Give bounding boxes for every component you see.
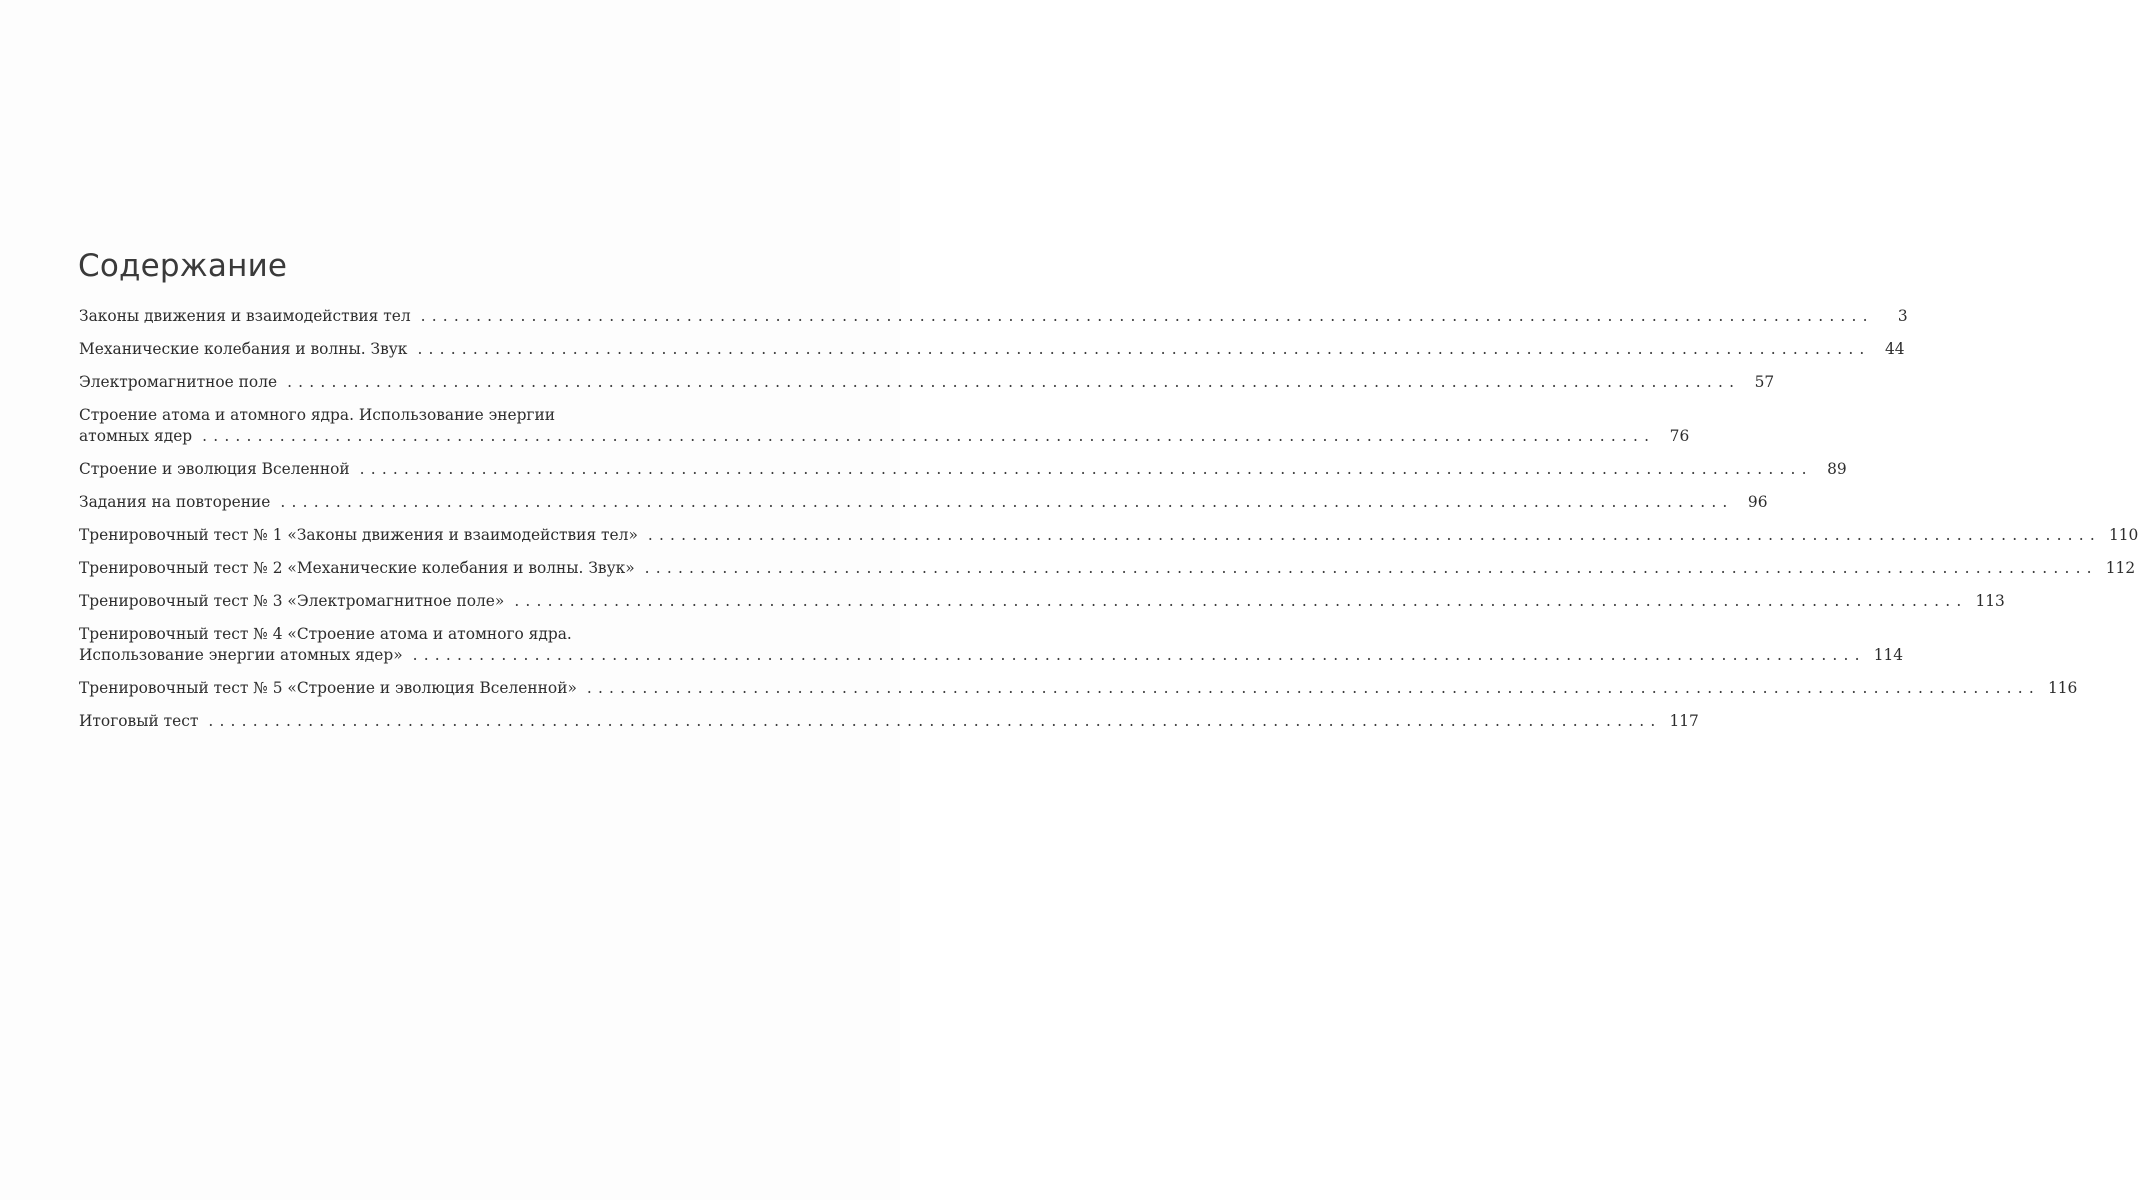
toc-entry-page: 96 <box>1747 493 1768 511</box>
dot-leader: ................................................................................................................................... <box>420 307 1874 325</box>
dot-leader: ................................................................................................................................... <box>359 460 1813 478</box>
toc-entry <box>79 678 2078 711</box>
dot-leader: ................................................................................................................................... <box>644 559 2098 577</box>
toc-entry-page: 117 <box>1669 712 1699 730</box>
dot-leader: ................................................................................................................................... <box>412 646 1866 664</box>
toc-entry <box>79 711 1699 744</box>
dot-leader: ................................................................................................................................... <box>514 592 1968 610</box>
toc-entry-title: Задания на повторение <box>79 493 271 511</box>
toc-entry-title: Тренировочный тест № 1 «Законы движения и взаимодействия тел» <box>79 526 638 544</box>
toc-entry-title: Законы движения и взаимодействия тел <box>79 307 411 325</box>
toc-entry-page: 114 <box>1873 646 1904 664</box>
toc-entry <box>79 306 1908 339</box>
toc-entry <box>79 492 1768 525</box>
toc-entry-title-line2: Использование энергии атомных ядер» <box>79 646 403 664</box>
dot-leader: ................................................................................................................................... <box>202 427 1656 445</box>
toc-title: Содержание <box>78 248 288 284</box>
toc-entry <box>79 372 1775 405</box>
toc-entry-title: Тренировочный тест № 5 «Строение и эволюция Вселенной» <box>79 679 577 697</box>
toc-entry-page: 110 <box>2108 526 2138 544</box>
toc-entry-page: 113 <box>1975 592 2005 610</box>
toc-entry-page: 116 <box>2047 679 2078 697</box>
dot-leader: ................................................................................................................................... <box>586 679 2040 697</box>
toc-entry-title-line1: Строение атома и атомного ядра. Использование энергии <box>79 406 556 424</box>
toc-entry-page: 44 <box>1884 340 1905 358</box>
dot-leader: ................................................................................................................................... <box>417 340 1871 358</box>
toc-entry-page: 76 <box>1669 427 1690 445</box>
toc-entry <box>79 624 1904 678</box>
toc-entry-title: Механические колебания и волны. Звук <box>79 340 408 358</box>
toc-entry-page: 57 <box>1754 373 1775 391</box>
toc-entry-title: Тренировочный тест № 3 «Электромагнитное поле» <box>79 592 505 610</box>
toc-entry-title: Строение и эволюция Вселенной <box>79 460 350 478</box>
toc-entry <box>79 591 2005 624</box>
dot-leader: ................................................................................................................................... <box>280 493 1734 511</box>
toc-entry <box>79 525 2138 558</box>
toc-entry-title-line2: атомных ядер <box>79 427 193 445</box>
toc-entry <box>79 558 2136 591</box>
dot-leader: ................................................................................................................................... <box>208 712 1662 730</box>
dot-leader: ................................................................................................................................... <box>647 526 2101 544</box>
toc-entry-page: 89 <box>1827 460 1847 478</box>
toc-entry <box>79 459 1847 492</box>
toc-entry-title: Итоговый тест <box>79 712 199 730</box>
toc-entry-title: Электромагнитное поле <box>79 373 278 391</box>
toc-entry-page: 112 <box>2105 559 2136 577</box>
toc-entry-title: Тренировочный тест № 2 «Механические колебания и волны. Звук» <box>79 559 635 577</box>
dot-leader: ................................................................................................................................... <box>287 373 1741 391</box>
toc-entry-title-line1: Тренировочный тест № 4 «Строение атома и атомного ядра. <box>79 625 572 643</box>
toc-entry <box>79 405 1690 459</box>
toc-entry <box>79 339 1905 372</box>
toc-list <box>79 306 2138 744</box>
toc-entry-page: 3 <box>1897 307 1908 325</box>
